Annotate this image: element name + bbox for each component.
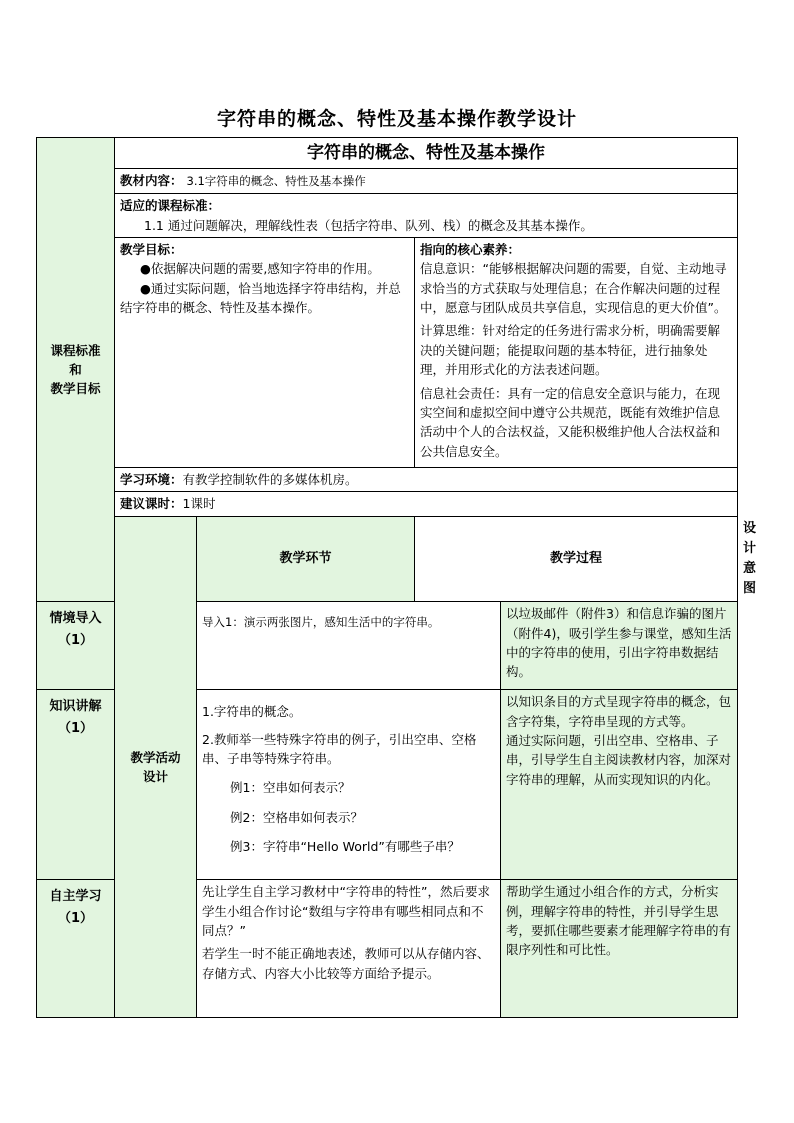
- stage-cell: [37, 602, 115, 690]
- goals-cell: [115, 237, 415, 467]
- literacy-item: 计算思维：针对给定的任务进行需求分析，明确需要解决的关键问题；能提取问题的基本特征，进行抽象处理，并用形式化的方法表述问题。: [420, 323, 721, 378]
- process-cell: [197, 690, 501, 880]
- literacy-item: 信息意识：“能够根据解决问题的需要，自觉、主动地寻求恰当的方式获取与处理信息；在合作解决问题的过程中，愿意与团队成员共享信息，实现信息的更大价值”。: [420, 261, 727, 316]
- material-row: [115, 169, 738, 194]
- example-item: 例3：字符串“Hello World”有哪些子串？: [230, 839, 460, 855]
- process-text: 若学生一时不能正确地表述，教师可以从存储内容、存储方式、内容大小比较等方面给予提示。: [202, 946, 490, 981]
- literacy-item: 信息社会责任：具有一定的信息安全意识与能力，在现实空间和虚拟空间中遵守公共规范，既能有效维护信息活动中个人的合法权益，又能积极维护他人合法权益和公共信息安全。: [420, 385, 721, 459]
- environment-row: [115, 468, 738, 492]
- stage-name: 自主学习: [49, 889, 102, 905]
- literacy-label: 指向的核心素养：: [420, 241, 521, 257]
- intent-cell: 以垃圾邮件（附件3）和信息诈骗的图片（附件4)，吸引学生参与课堂，感知生活中的字符串的使用，引出字符串数据结构。: [501, 602, 738, 690]
- goals-label: 教学目标：: [120, 241, 183, 257]
- stage-name: 情境导入: [49, 611, 102, 627]
- goal-item: ●依据解决问题的需要,感知字符串的作用。: [140, 261, 380, 277]
- intent-cell: 以知识条目的方式呈现字符串的概念，包含字符集，字符串呈现的方式等。 通过实际问题，引出空串、空格串、子串，引导学生自主阅读教材内容，加深对字符串的理解，从而实现知识的内化。: [501, 690, 738, 880]
- side-label-line: 设计: [142, 769, 168, 785]
- standards-side-label: [37, 138, 115, 602]
- process-text: 2.教师举一些特殊字符串的例子，引出空串、空格串、子串等特殊字符串。: [202, 731, 477, 767]
- side-label-line: 教学活动: [130, 749, 181, 765]
- example-item: 例1：空串如何表示？: [230, 780, 351, 796]
- document-title: 字符串的概念、特性及基本操作教学设计: [216, 108, 577, 130]
- stage-cell: [37, 690, 115, 880]
- side-label-line: 和: [69, 361, 82, 377]
- side-label-line: 课程标准: [50, 342, 101, 358]
- process-text: 导入1：演示两张图片，感知生活中的字符串。: [202, 615, 440, 630]
- hours-value: 1课时: [182, 496, 216, 512]
- standard-label: 适应的课程标准：: [120, 198, 221, 214]
- goal-item: ●通过实际问题，恰当地选择字符串结构，并总结字符串的概念、特性及基本操作。: [120, 280, 401, 316]
- stage-count: （1）: [57, 911, 94, 927]
- environment-label: 学习环境：: [120, 472, 183, 488]
- lesson-title: 字符串的概念、特性及基本操作: [115, 138, 738, 169]
- process-text: 先让学生自主学习教材中“字符串的特性”，然后要求学生小组合作讨论“数组与字符串有哪些相同点和不同点？”: [202, 884, 490, 939]
- side-label-line: 教学目标: [50, 381, 101, 397]
- stage-name: 知识讲解: [49, 699, 102, 715]
- lesson-plan-table: 课程标准 和 教学目标 字符串的概念、特性及基本操作 教材内容： 3.1字符串的概念、特性及基本操作 适应的课程标准： 1.1 通过问题解决，理解线性表（包括字符串、队列、栈）的概念及其基本操作。 教学目标： ●依据解决问题的需要,感知字符串的作用。 ●通过实际问题，恰当地选择字符串结构，并总结字符串的概念、特性及基本操作。 指向的核心素养： 信息意识：“能够根据解决问题的需要，自觉、主动地寻求恰当的方式获取与处理信息；在合作解决问题的过程中，愿意与团队成员共享信息，实现信息的更大价值”。 计算思维：针对给定的任务进行需求分析，明确需要解决的关键问题；能提取问题的基本特征，进行抽象处理，并用形式化的方法表述问题。 信息社会责任：具有一定的信息安全意识与能力，在现实空间和虚拟空间中遵守公共规范，既能有效维护信息活动中个人的合法权益，又能积极维护他人合法权益和公共信息安全。 学习环境：有教学控制软件的多媒体机房。 建议课时：1课时 教学活动 设计 教学环节 教学过程 设计意图 情境导入 （1） 导入1：演示两张图片，感知生活中的字符串。 以垃圾邮件（附件3）和信息诈骗的图片（附件4)，吸引学生参与课堂，感知生活中的字符串的使用，引出字符串数据结构。 知识讲解 （1） 1.字符串的概念。 2.教师举一些特殊字符串的例子，引出空串、空格串、子串等特殊字符串。 例1：空串如何表示？ 例2：空格串如何表示？ 例3：字符串“Hello World”有哪些子串？ 以知识条目的方式呈现字符串的概念，包含字符集，字符串呈现的方式等。 通过实际问题，引出空串、空格串、子串，引导学生自主阅读教材内容，加深对字符串的理解，从而实现知识的内化。 自主学习 （1） 先让学生自主学习教材中“字符串的特性”，然后要求学生小组合作讨论“数组与字符串有哪些相同点和不同点？” 若学生一时不能正确地表述，教师可以从存储内容、存储方式、内容大小比较等方面给予提示。 帮助学生通过小组合作的方式，分析实例，理解字符串的特性，并引导学生思考，要抓住哪些要素才能理解字符串的有限序列性和可比性。: [36, 137, 738, 1018]
- header-stage: 教学环节: [197, 516, 415, 602]
- stage-count: （1）: [57, 633, 94, 649]
- hours-row: [115, 492, 738, 516]
- standard-value: 1.1 通过问题解决，理解线性表（包括字符串、队列、栈）的概念及其基本操作。: [144, 217, 593, 233]
- stage-count: （1）: [57, 721, 94, 737]
- process-text: 1.字符串的概念。: [202, 704, 302, 720]
- environment-value: 有教学控制软件的多媒体机房。: [182, 472, 358, 488]
- literacy-cell: [415, 237, 738, 467]
- header-process: 教学过程: [415, 516, 738, 602]
- standard-row: [115, 194, 738, 238]
- activity-side-label: [115, 516, 197, 1018]
- intent-cell: 帮助学生通过小组合作的方式，分析实例，理解字符串的特性，并引导学生思考，要抓住哪些要素才能理解字符串的有限序列性和可比性。: [501, 880, 738, 1018]
- material-value: 3.1字符串的概念、特性及基本操作: [186, 174, 366, 189]
- example-item: 例2：空格串如何表示？: [230, 809, 363, 825]
- process-cell: [197, 880, 501, 1018]
- stage-cell: [37, 880, 115, 1018]
- hours-label: 建议课时：: [120, 496, 183, 512]
- process-cell: [197, 602, 501, 690]
- material-label: 教材内容：: [120, 173, 183, 189]
